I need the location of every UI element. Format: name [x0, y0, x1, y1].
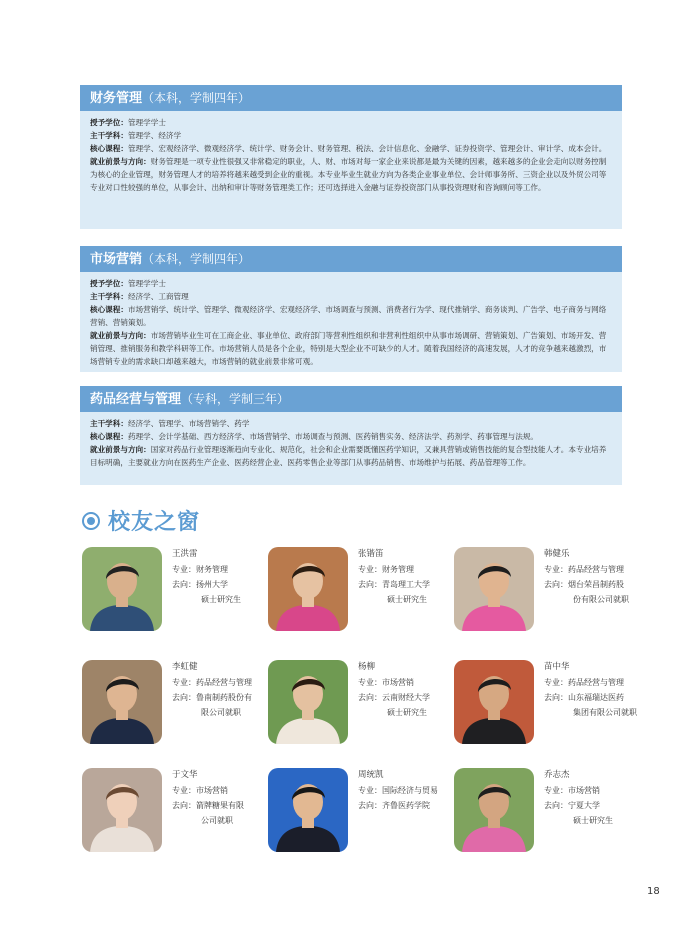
major-section-pharma [80, 386, 622, 485]
alumni-photo [82, 768, 162, 852]
major-label: 专业： [172, 678, 196, 687]
alumni-major: 财务管理 [196, 565, 228, 574]
alumni-name: 李虹健 [172, 662, 198, 672]
degree-value: 管理学学士 [127, 118, 166, 127]
main-subject-label: 主干学科： [90, 131, 128, 140]
alumni-major: 药品经营与管理 [196, 678, 252, 687]
alumni-name: 于文华 [172, 770, 198, 780]
major-label: 专业： [172, 565, 196, 574]
career-value: 市场营销毕业生可在工商企业、事业单位、政府部门等营利性组织和非营利性组织中从事市场调研、营销策划、广告策划、市场开发、营销管理、推销服务和教学科研等工作。市场营销人员是各个企业，特别是大型企业不可缺少的人才。随着我国经济的高速发展，人才的竞争越来越激烈，市场营销专业的需求缺口却越来越大，市场营销的就业前景非常可观。 [90, 331, 607, 366]
alumni-destination-line2: 硕士研究生 [201, 595, 241, 604]
degree-value: 管理学学士 [127, 279, 166, 288]
alumni-name: 乔志杰 [544, 770, 570, 780]
section-title: 财务管理 [90, 91, 143, 106]
section-header [80, 246, 622, 272]
section-subtitle: （本科，学制四年） [142, 252, 251, 266]
core-courses-value: 管理学、宏观经济学、微观经济学、统计学、财务会计、财务管理、税法、会计信息化、金融学、证券投资学、管理会计、审计学、成本会计。 [127, 144, 607, 153]
major-label: 专业： [358, 786, 382, 795]
alumni-destination: 扬州大学 [196, 580, 228, 589]
alumni-destination: 烟台荣昌制药股 [568, 580, 624, 589]
alumni-name: 杨柳 [358, 662, 376, 672]
alumni-destination: 鲁南制药股份有 [196, 693, 252, 702]
alumni-photo [82, 660, 162, 744]
person-portrait-icon [454, 547, 534, 631]
alumni-card [82, 660, 282, 750]
major-section-finance [80, 85, 622, 229]
alumni-card [268, 768, 468, 858]
alumni-photo [454, 768, 534, 852]
person-portrait-icon [454, 768, 534, 852]
career-label: 就业前景与方向： [90, 445, 151, 454]
person-portrait-icon [268, 660, 348, 744]
alumni-name: 韩健乐 [544, 549, 570, 559]
person-portrait-icon [82, 768, 162, 852]
destination-label: 去向： [544, 580, 568, 589]
core-courses-label: 核心课程： [90, 144, 128, 153]
core-courses-value: 药理学、会计学基础、西方经济学、市场营销学、市场调查与预测、医药销售实务、经济法学、药剂学、药事管理与法规。 [127, 432, 539, 441]
career-value: 国家对药品行业管理逐渐趋向专业化、规范化，社会和企业需要既懂医药学知识，又兼具营销或销售技能的复合型技能人才。本专业培养目标明确，主要就业方向在医药生产企业、医药经营企业、医药零售企业等部门从事药品销售、市场维护与拓展、药品管理等工作。 [90, 445, 607, 467]
target-circle-icon [82, 512, 100, 530]
alumni-destination: 箭牌糖果有限 [196, 801, 244, 810]
alumni-destination: 山东福瑞达医药 [568, 693, 624, 702]
alumni-card [268, 547, 468, 637]
destination-label: 去向： [358, 801, 382, 810]
page-number: 18 [647, 886, 660, 897]
person-portrait-icon [82, 660, 162, 744]
destination-label: 去向： [544, 801, 568, 810]
alumni-photo [454, 547, 534, 631]
destination-label: 去向： [358, 693, 382, 702]
alumni-photo [268, 547, 348, 631]
alumni-card [82, 547, 282, 637]
major-label: 专业： [544, 786, 568, 795]
destination-label: 去向： [172, 801, 196, 810]
destination-label: 去向： [358, 580, 382, 589]
major-label: 专业： [544, 678, 568, 687]
alumni-photo [268, 768, 348, 852]
person-portrait-icon [268, 547, 348, 631]
section-title: 药品经营与管理 [90, 392, 182, 407]
alumni-destination-line2: 限公司就职 [201, 708, 241, 717]
main-subject-label: 主干学科： [90, 419, 128, 428]
alumni-card [454, 768, 654, 858]
alumni-destination-line2: 集团有限公司就职 [573, 708, 637, 717]
alumni-destination-line2: 硕士研究生 [387, 595, 427, 604]
major-label: 专业： [358, 565, 382, 574]
core-courses-value: 市场营销学、统计学、管理学、微观经济学、宏观经济学、市场调查与预测、消费者行为学、现代推销学、商务谈判、广告学、电子商务与网络营销、营销策划。 [90, 305, 607, 327]
alumni-major: 市场营销 [382, 678, 414, 687]
alumni-name: 周统凯 [358, 770, 384, 780]
alumni-major: 国际经济与贸易 [382, 786, 438, 795]
alumni-destination: 云南财经大学 [382, 693, 430, 702]
section-header [80, 386, 622, 412]
main-subject-label: 主干学科： [90, 292, 128, 301]
alumni-title-text: 校友之窗 [108, 510, 201, 535]
alumni-destination-line2: 份有限公司就职 [573, 595, 629, 604]
person-portrait-icon [268, 768, 348, 852]
destination-label: 去向： [172, 693, 196, 702]
alumni-photo [454, 660, 534, 744]
person-portrait-icon [454, 660, 534, 744]
alumni-card [454, 547, 654, 637]
major-label: 专业： [172, 786, 196, 795]
alumni-destination: 齐鲁医药学院 [382, 801, 430, 810]
section-title: 市场营销 [90, 252, 143, 267]
destination-label: 去向： [172, 580, 196, 589]
major-label: 专业： [544, 565, 568, 574]
alumni-destination: 宁夏大学 [568, 801, 600, 810]
alumni-card [454, 660, 654, 750]
career-label: 就业前景与方向： [90, 157, 151, 166]
major-section-marketing [80, 246, 622, 372]
destination-label: 去向： [544, 693, 568, 702]
main-subject-value: 经济学、工商管理 [127, 292, 189, 301]
section-subtitle: （专科，学制三年） [181, 392, 290, 406]
degree-label: 授予学位： [90, 279, 128, 288]
alumni-card [82, 768, 282, 858]
alumni-major: 药品经营与管理 [568, 565, 624, 574]
section-subtitle: （本科，学制四年） [142, 91, 251, 105]
alumni-photo [82, 547, 162, 631]
alumni-card [268, 660, 468, 750]
alumni-destination: 青岛理工大学 [382, 580, 430, 589]
major-label: 专业： [358, 678, 382, 687]
main-subject-value: 管理学、经济学 [127, 131, 182, 140]
alumni-name: 苗中华 [544, 662, 570, 672]
alumni-heading [82, 505, 200, 536]
alumni-destination-line2: 硕士研究生 [387, 708, 427, 717]
main-subject-value: 经济学、管理学、市场营销学、药学 [127, 419, 250, 428]
alumni-destination-line2: 硕士研究生 [573, 816, 613, 825]
alumni-destination-line2: 公司就职 [201, 816, 233, 825]
person-portrait-icon [82, 547, 162, 631]
alumni-name: 张锴笛 [358, 549, 384, 559]
career-value: 财务管理是一项专业性很强又非常稳定的职业，人、财、市场对每一家企业来说都是最为关键的因素，越来越多的企业会走向以财务控制为核心的企业管理，财务管理人才的培养将越来越受到企业的重视。本专业毕业生就业方向为各类企业事业单位、会计师事务所、三资企业以及外贸公司等专业对口性较强的单位，从事会计、出纳和审计等财务管理类工作；还可选择进入金融与证券投资部门从事投资理财和咨询顾问等工作。 [90, 157, 607, 192]
section-header [80, 85, 622, 111]
alumni-major: 药品经营与管理 [568, 678, 624, 687]
degree-label: 授予学位： [90, 118, 128, 127]
career-label: 就业前景与方向： [90, 331, 151, 340]
core-courses-label: 核心课程： [90, 305, 128, 314]
alumni-name: 王洪雷 [172, 549, 198, 559]
alumni-major: 财务管理 [382, 565, 414, 574]
core-courses-label: 核心课程： [90, 432, 128, 441]
alumni-major: 市场营销 [196, 786, 228, 795]
alumni-major: 市场营销 [568, 786, 600, 795]
alumni-photo [268, 660, 348, 744]
